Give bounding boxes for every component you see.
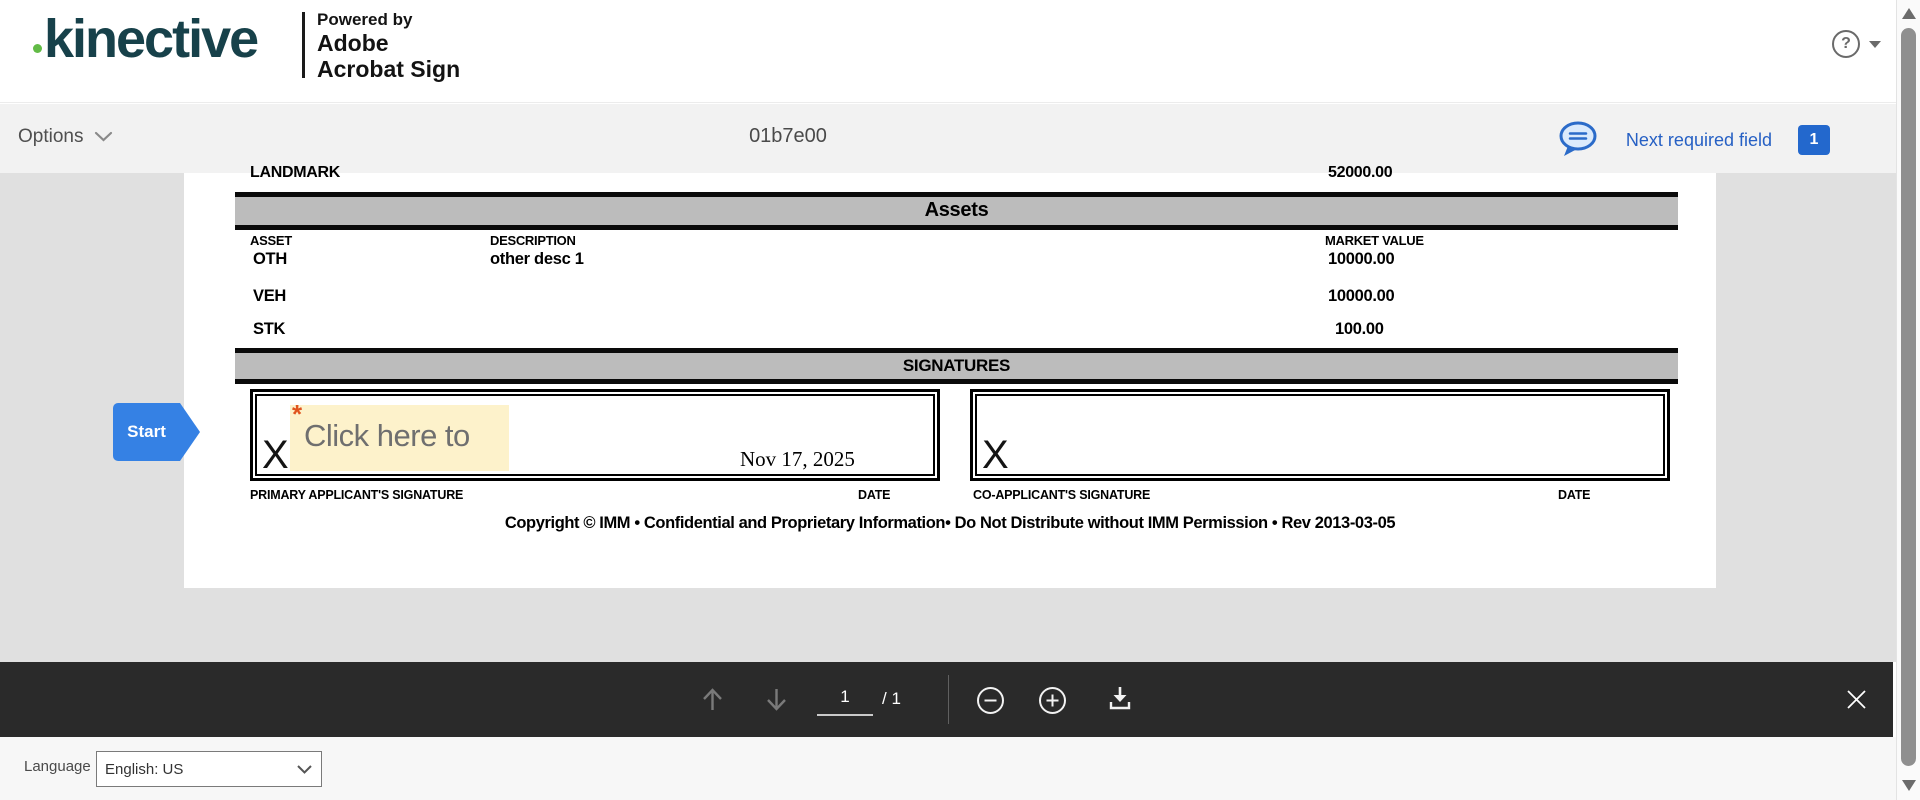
signature-x-mark: X [982,433,1009,477]
co-applicant-date-label: DATE [1558,488,1591,502]
options-bar [0,104,1896,173]
signature-placeholder: Click here to [304,418,470,453]
column-header-description: DESCRIPTION [490,233,576,248]
chat-bubble-icon[interactable] [1556,120,1600,160]
co-applicant-signature-box-inner [975,394,1665,476]
document-page [184,164,1716,588]
next-required-field-link[interactable]: Next required field [1625,129,1772,150]
asset-cell: VEH [253,287,287,305]
primary-date-label: DATE [858,488,891,502]
language-select[interactable] [96,751,322,787]
powered-by-line3: Acrobat Sign [317,56,461,82]
toolbar-divider [948,675,949,724]
document-viewport [0,164,1896,662]
scroll-up-arrow-icon[interactable] [1902,8,1916,19]
primary-signature-label: PRIMARY APPLICANT'S SIGNATURE [250,488,464,502]
co-applicant-signature-box [970,389,1670,481]
clipped-row-value: 52000.00 [1328,164,1393,181]
co-applicant-signature-label: CO-APPLICANT'S SIGNATURE [973,488,1151,502]
vertical-scrollbar[interactable] [1896,0,1920,800]
copyright-line: Copyright © IMM • Confidential and Proprietary Information• Do Not Distribute without IMM Permission • Rev 2013-03-05 [504,514,1396,532]
chevron-down-icon [95,132,112,142]
column-header-market-value: MARKET VALUE [1325,233,1424,248]
language-select-wrapper [96,751,322,787]
page-total: / 1 [882,689,901,708]
powered-by-block [317,10,460,82]
clipped-row-label: LANDMARK [250,164,341,181]
next-page-arrow-icon[interactable] [763,686,790,713]
kinective-logo: kinective [44,9,258,69]
next-required-field-group [1556,118,1830,162]
scroll-down-arrow-icon[interactable] [1902,780,1916,791]
signature-field[interactable] [290,399,509,471]
logo-divider [302,12,305,78]
page-toolbar [0,662,1893,737]
download-icon[interactable] [1106,685,1134,714]
powered-by-line1: Powered by [317,10,413,29]
start-arrow-tip-icon [180,403,200,461]
app-header [0,0,1896,103]
start-button-label: Start [113,403,180,461]
help-icon[interactable]: ? [1832,30,1860,58]
required-asterisk: * [292,399,303,429]
options-menu-button[interactable] [18,126,112,148]
asset-cell: STK [253,320,286,338]
market-value-cell: 10000.00 [1328,250,1395,268]
language-bar [0,737,1896,800]
options-label: Options [18,126,84,147]
language-label: Language [24,758,91,775]
document-title: 01b7e00 [749,125,827,147]
powered-by-line2: Adobe [317,30,389,56]
column-header-asset: ASSET [250,233,292,248]
zoom-out-icon[interactable] [976,686,1005,715]
signatures-section-header: SIGNATURES [235,348,1678,384]
assets-section-header: Assets [235,192,1678,230]
page-number-input[interactable] [817,680,873,716]
market-value-cell: 10000.00 [1328,287,1395,305]
scrollbar-thumb[interactable] [1901,28,1916,766]
signature-x-mark: X [262,433,289,477]
description-cell: other desc 1 [490,250,584,268]
required-count-badge: 1 [1798,125,1830,155]
close-icon[interactable] [1845,688,1868,711]
zoom-in-icon[interactable] [1038,686,1067,715]
asset-cell: OTH [253,250,287,268]
market-value-cell: 100.00 [1335,320,1384,338]
kinective-logo-dot [33,44,42,53]
primary-signature-box [250,389,940,481]
help-dropdown-caret-icon[interactable] [1869,41,1881,48]
signature-date: Nov 17, 2025 [740,447,855,471]
previous-page-arrow-icon[interactable] [699,686,726,713]
